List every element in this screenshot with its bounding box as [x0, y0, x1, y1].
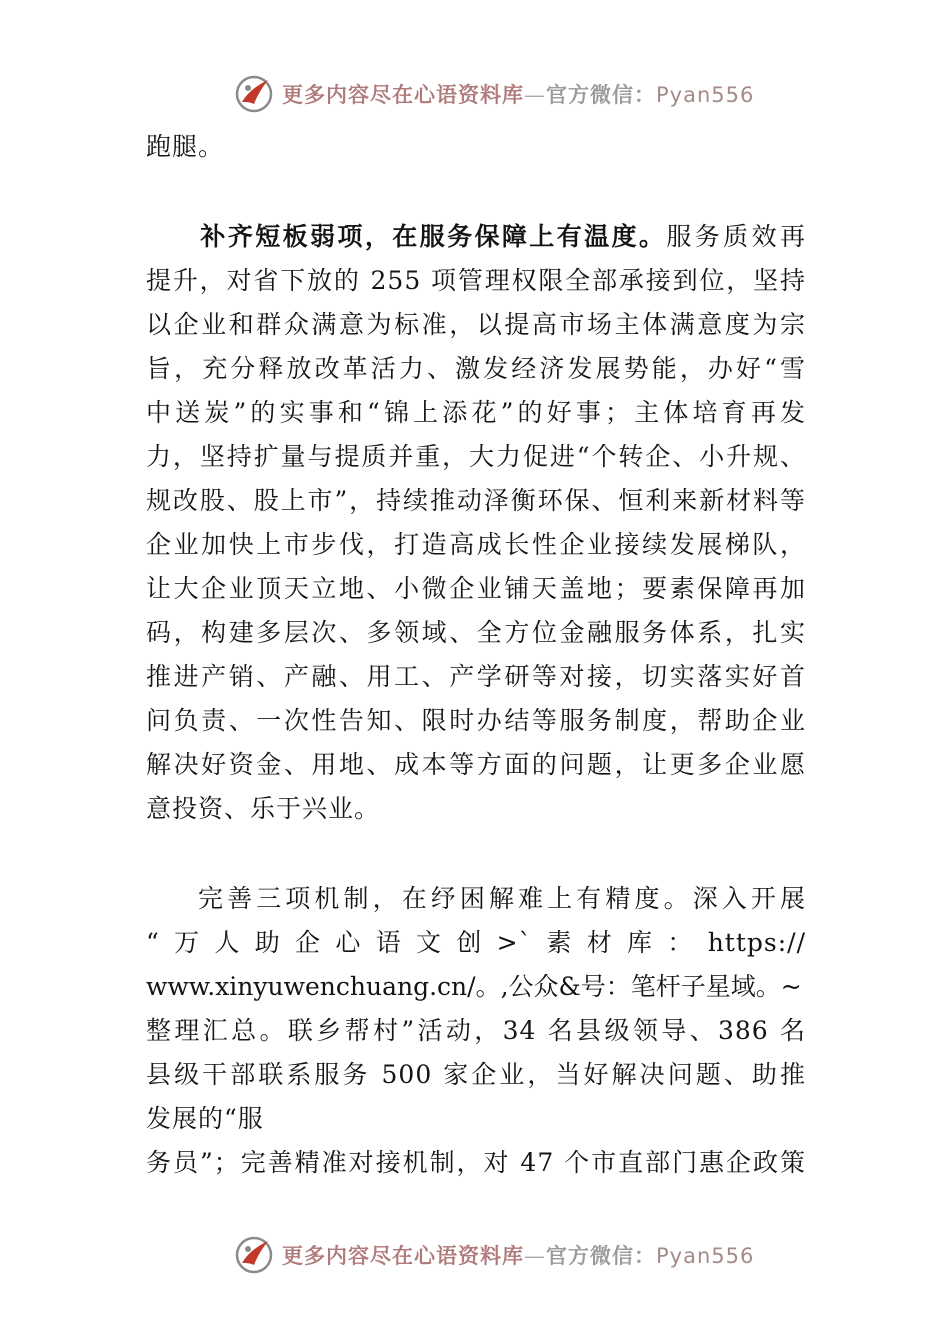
footer-watermark-banner	[232, 1233, 755, 1277]
banner-text: 更多内容尽在心语资料库—官方微信：Pyan556	[282, 82, 755, 107]
brush-logo-icon	[232, 72, 276, 116]
brush-logo-icon	[232, 1233, 276, 1277]
body-line: “万人助企心语文创>`素材库：https://	[146, 928, 806, 957]
body-line: 让大企业顶天立地、小微企业铺天盖地；要素保障再加	[146, 574, 806, 603]
body-line: 补齐短板弱项，在服务保障上有温度。服务质效再	[198, 222, 806, 251]
body-line: 整理汇总。联乡帮村”活动，34 名县级领导、386 名	[146, 1016, 806, 1045]
body-line: 跑腿。	[146, 132, 225, 161]
body-line: 规改股、股上市”，持续推动泽衡环保、恒利来新材料等	[146, 486, 806, 515]
body-line: 提升，对省下放的 255 项管理权限全部承接到位，坚持	[146, 266, 806, 295]
body-line: 码，构建多层次、多领域、全方位金融服务体系，扎实	[146, 618, 806, 647]
body-line: 中送炭”的实事和“锦上添花”的好事；主体培育再发	[146, 398, 806, 427]
body-line: 问负责、一次性告知、限时办结等服务制度，帮助企业	[146, 706, 806, 735]
header-watermark-banner	[232, 72, 755, 116]
body-line: 意投资、乐于兴业。	[146, 794, 381, 823]
body-line: 务员”；完善精准对接机制，对 47 个市直部门惠企政策	[146, 1148, 806, 1177]
body-line: 旨，充分释放改革活力、激发经济发展势能，办好“雪	[146, 354, 806, 383]
body-line: 以企业和群众满意为标准，以提高市场主体满意度为宗	[146, 310, 806, 339]
body-line: www.xinyuwenchuang.cn/。,公众&号：笔杆子星域。~	[146, 972, 802, 1001]
body-line: 推进产销、产融、用工、产学研等对接，切实落实好首	[146, 662, 806, 691]
body-line: 解决好资金、用地、成本等方面的问题，让更多企业愿	[146, 750, 806, 779]
banner-text: 更多内容尽在心语资料库—官方微信：Pyan556	[282, 1243, 755, 1268]
section-heading: 补齐短板弱项，在服务保障上有温度。	[198, 222, 667, 251]
body-line: 企业加快上市步伐，打造高成长性企业接续发展梯队，	[146, 530, 806, 559]
body-line: 力，坚持扩量与提质并重，大力促进“个转企、小升规、	[146, 442, 806, 471]
body-line: 县级干部联系服务 500 家企业，当好解决问题、助推	[146, 1060, 806, 1089]
body-line: 发展的“服	[146, 1104, 264, 1133]
body-line: 完善三项机制，在纾困解难上有精度。深入开展	[198, 884, 806, 913]
